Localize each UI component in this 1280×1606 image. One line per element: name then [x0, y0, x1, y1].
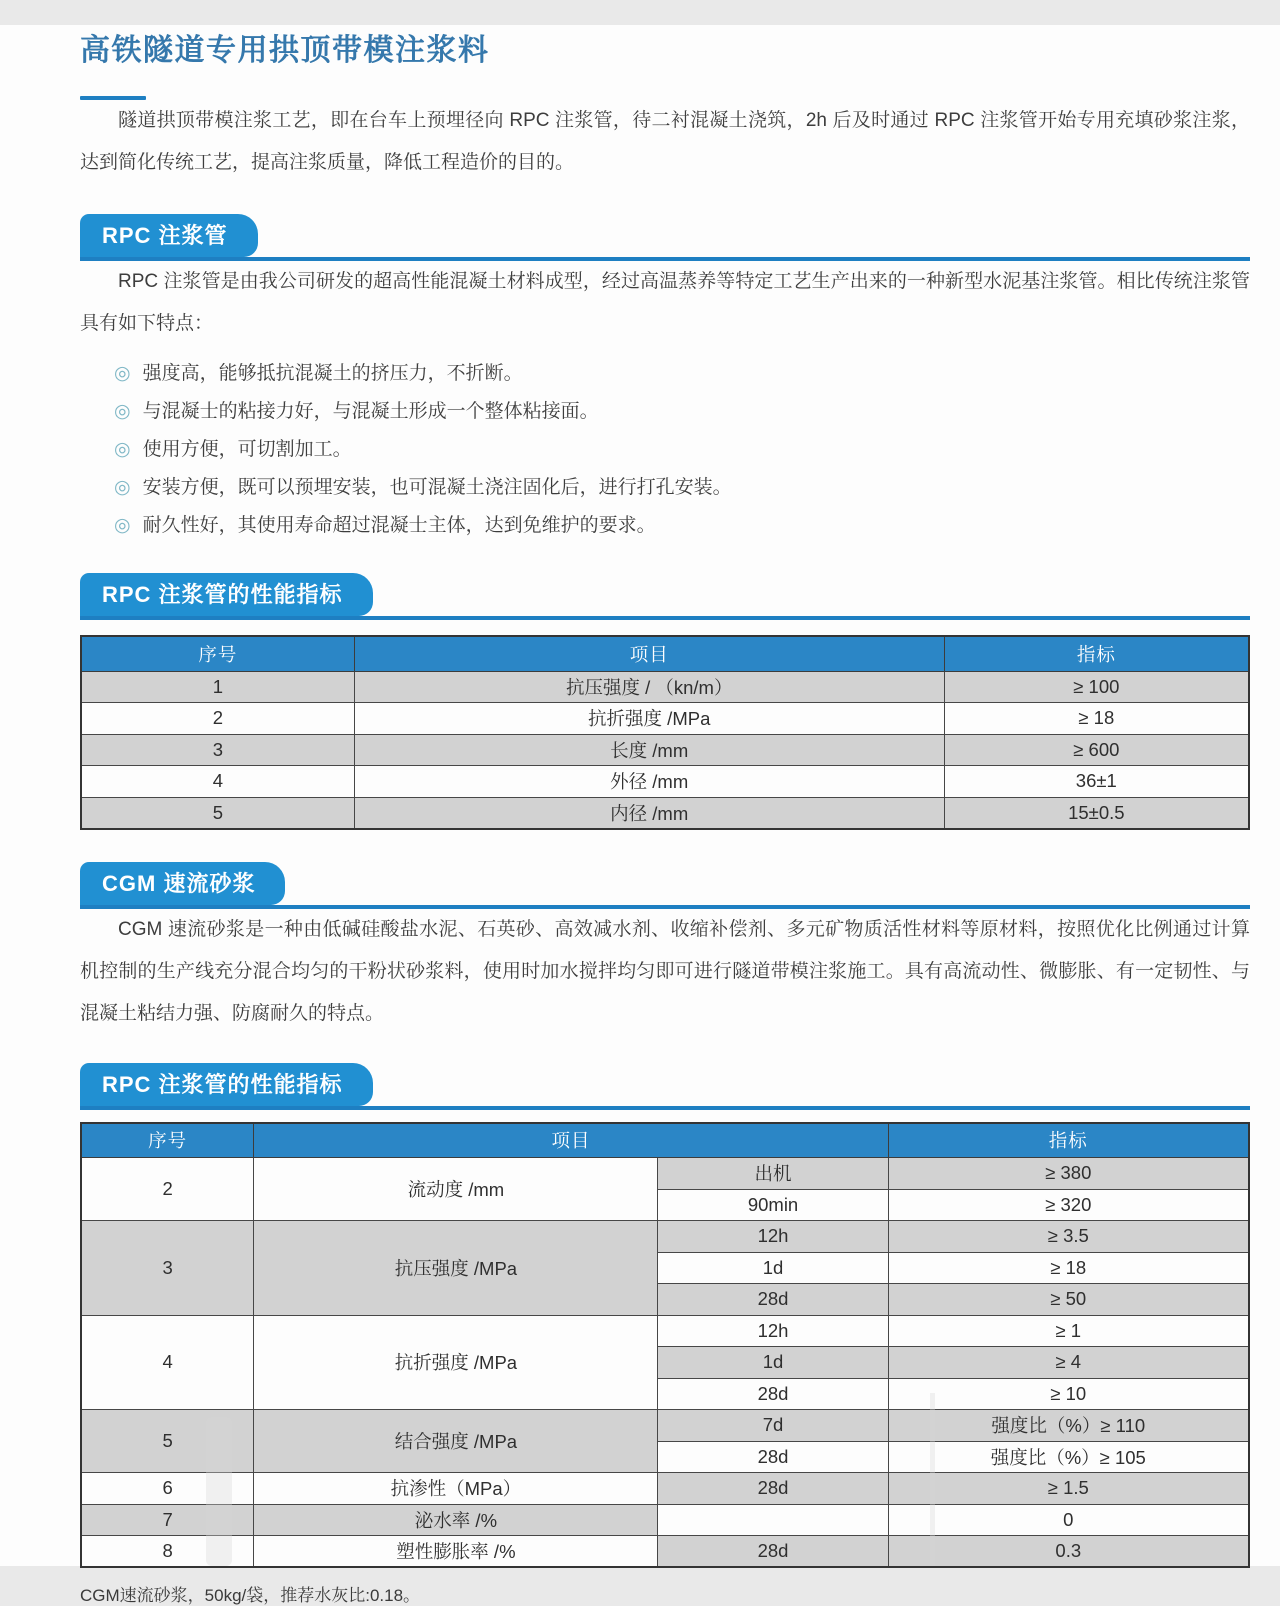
condition-cell: 28d — [658, 1473, 888, 1505]
spec-value-cell: ≥ 18 — [888, 1252, 1249, 1284]
feature-text: 耐久性好，其使用寿命超过混凝士主体，达到免维护的要求。 — [142, 515, 656, 536]
section-tab-cgm-specs: RPC 注浆管的性能指标 — [80, 1063, 373, 1106]
feature-text: 与混凝士的粘接力好，与混凝土形成一个整体粘接面。 — [142, 401, 599, 422]
spec-value-cell: ≥ 4 — [888, 1347, 1249, 1379]
item-name-cell: 内径 /mm — [354, 797, 944, 829]
cgm-table-body — [81, 1158, 1249, 1568]
spec-value-cell: ≥ 100 — [944, 671, 1249, 703]
item-name-cell: 长度 /mm — [354, 734, 944, 766]
intro-paragraph: 隧道拱顶带模注浆工艺，即在台车上预埋径向 RPC 注浆管，待二衬混凝土浇筑，2h 后及时通过 RPC 注浆管开始专用充填砂浆注浆，达到简化传统工艺，提高注浆质量，降低工程造价的目的。 — [80, 110, 1250, 173]
cgm-paragraph: CGM 速流砂浆是一种由低碱硅酸盐水泥、石英砂、高效减水剂、收缩补偿剂、多元矿物质活性材料等原材料，按照优化比例通过计算机控制的生产线充分混合均匀的干粉状砂浆料，使用时加水搅拌均匀即可进行隧道带模注浆施工。具有高流动性、微膨胀、有一定韧性、与混凝土粘结力强、防腐耐久的特点。 — [80, 918, 1250, 1024]
condition-cell: 28d — [658, 1378, 888, 1410]
double-circle-bullet-icon: ◎ — [114, 515, 131, 536]
row-no-cell: 5 — [81, 1410, 254, 1473]
feature-list-item — [114, 507, 1250, 545]
condition-cell: 28d — [658, 1536, 888, 1568]
row-no-cell: 3 — [81, 734, 354, 766]
item-name-cell: 泌水率 /% — [254, 1504, 658, 1536]
column-header-no: 序号 — [81, 1123, 254, 1158]
table-header-row — [81, 1123, 1249, 1158]
page-title: 高铁隧道专用拱顶带模注浆料 — [80, 34, 490, 67]
section-header-bar-rpc-pipe — [80, 214, 1250, 261]
condition-cell: 28d — [658, 1441, 888, 1473]
condition-cell: 28d — [658, 1284, 888, 1316]
row-no-cell: 8 — [81, 1536, 254, 1568]
item-name-cell: 抗折强度 /MPa — [354, 703, 944, 735]
condition-cell: 1d — [658, 1252, 888, 1284]
section-tab-rpc-specs: RPC 注浆管的性能指标 — [80, 573, 373, 616]
spec-value-cell: ≥ 3.5 — [888, 1221, 1249, 1253]
table-row — [81, 1315, 1249, 1347]
item-name-cell: 塑性膨胀率 /% — [254, 1536, 658, 1568]
section-tab-rpc-pipe: RPC 注浆管 — [80, 214, 258, 257]
feature-text: 安装方便，既可以预埋安装，也可混凝土浇注固化后，进行打孔安装。 — [142, 477, 732, 498]
item-name-cell: 抗渗性（MPa） — [254, 1473, 658, 1505]
table-row — [81, 1504, 1249, 1536]
spec-value-cell: ≥ 600 — [944, 734, 1249, 766]
cgm-mortar-spec-table — [80, 1122, 1250, 1569]
spec-value-cell: ≥ 18 — [944, 703, 1249, 735]
rpc-pipe-spec-table — [80, 635, 1250, 830]
row-no-cell: 1 — [81, 671, 354, 703]
footnote: CGM速流砂浆，50kg/袋，推荐水灰比:0.18。 — [80, 1586, 421, 1605]
double-circle-bullet-icon: ◎ — [114, 363, 131, 384]
item-name-cell: 外径 /mm — [354, 766, 944, 798]
condition-cell: 1d — [658, 1347, 888, 1379]
table-row — [81, 1221, 1249, 1253]
spec-value-cell: 0 — [888, 1504, 1249, 1536]
condition-cell — [658, 1504, 888, 1536]
table-row — [81, 766, 1249, 798]
section-header-bar-cgm — [80, 862, 1250, 909]
table-row — [81, 1158, 1249, 1190]
spec-value-cell: 强度比（%）≥ 105 — [888, 1441, 1249, 1473]
spec-value-cell: ≥ 380 — [888, 1158, 1249, 1190]
feature-text: 使用方便，可切割加工。 — [142, 439, 352, 460]
row-no-cell: 3 — [81, 1221, 254, 1316]
double-circle-bullet-icon: ◎ — [114, 439, 131, 460]
spec-value-cell: 强度比（%）≥ 110 — [888, 1410, 1249, 1442]
rpc-feature-list — [80, 355, 1250, 545]
column-header-spec: 指标 — [888, 1123, 1249, 1158]
rpc-pipe-paragraph: RPC 注浆管是由我公司研发的超高性能混凝土材料成型，经过高温蒸养等特定工艺生产出来的一种新型水泥基注浆管。相比传统注浆管具有如下特点： — [80, 271, 1250, 334]
feature-list-item — [114, 431, 1250, 469]
spec-value-cell: ≥ 320 — [888, 1189, 1249, 1221]
row-no-cell: 2 — [81, 1158, 254, 1221]
condition-cell: 12h — [658, 1315, 888, 1347]
feature-text: 强度高，能够抵抗混凝土的挤压力，不折断。 — [142, 363, 523, 384]
feature-list-item — [114, 355, 1250, 393]
section-header-bar-rpc-specs — [80, 573, 1250, 620]
spec-value-cell: ≥ 50 — [888, 1284, 1249, 1316]
spec-value-cell: ≥ 1.5 — [888, 1473, 1249, 1505]
condition-cell: 出机 — [658, 1158, 888, 1190]
item-name-cell: 抗压强度 / （kn/m） — [354, 671, 944, 703]
section-tab-cgm: CGM 速流砂浆 — [80, 862, 285, 905]
column-header-no: 序号 — [81, 636, 354, 671]
double-circle-bullet-icon: ◎ — [114, 401, 131, 422]
section-header-bar-cgm-specs — [80, 1063, 1250, 1110]
row-no-cell: 6 — [81, 1473, 254, 1505]
table-row — [81, 671, 1249, 703]
spec-value-cell: 36±1 — [944, 766, 1249, 798]
row-no-cell: 2 — [81, 703, 354, 735]
condition-cell: 12h — [658, 1221, 888, 1253]
spec-value-cell: ≥ 1 — [888, 1315, 1249, 1347]
item-name-cell: 结合强度 /MPa — [254, 1410, 658, 1473]
column-header-item: 项目 — [354, 636, 944, 671]
item-name-cell: 抗折强度 /MPa — [254, 1315, 658, 1410]
spec-value-cell: 0.3 — [888, 1536, 1249, 1568]
rpc-pipe-table-body — [81, 671, 1249, 829]
table-row — [81, 1473, 1249, 1505]
row-no-cell: 4 — [81, 766, 354, 798]
column-header-item: 项目 — [254, 1123, 888, 1158]
table-header-row — [81, 636, 1249, 671]
double-circle-bullet-icon: ◎ — [114, 477, 131, 498]
spec-value-cell: ≥ 10 — [888, 1378, 1249, 1410]
column-header-spec: 指标 — [944, 636, 1249, 671]
item-name-cell: 流动度 /mm — [254, 1158, 658, 1221]
table-row — [81, 797, 1249, 829]
row-no-cell: 7 — [81, 1504, 254, 1536]
item-name-cell: 抗压强度 /MPa — [254, 1221, 658, 1316]
condition-cell: 7d — [658, 1410, 888, 1442]
table-row — [81, 734, 1249, 766]
row-no-cell: 5 — [81, 797, 354, 829]
spec-value-cell: 15±0.5 — [944, 797, 1249, 829]
condition-cell: 90min — [658, 1189, 888, 1221]
document-page — [0, 25, 1280, 1605]
table-row — [81, 1410, 1249, 1442]
feature-list-item — [114, 393, 1250, 431]
feature-list-item — [114, 469, 1250, 507]
row-no-cell: 4 — [81, 1315, 254, 1410]
table-row — [81, 1536, 1249, 1568]
table-row — [81, 703, 1249, 735]
